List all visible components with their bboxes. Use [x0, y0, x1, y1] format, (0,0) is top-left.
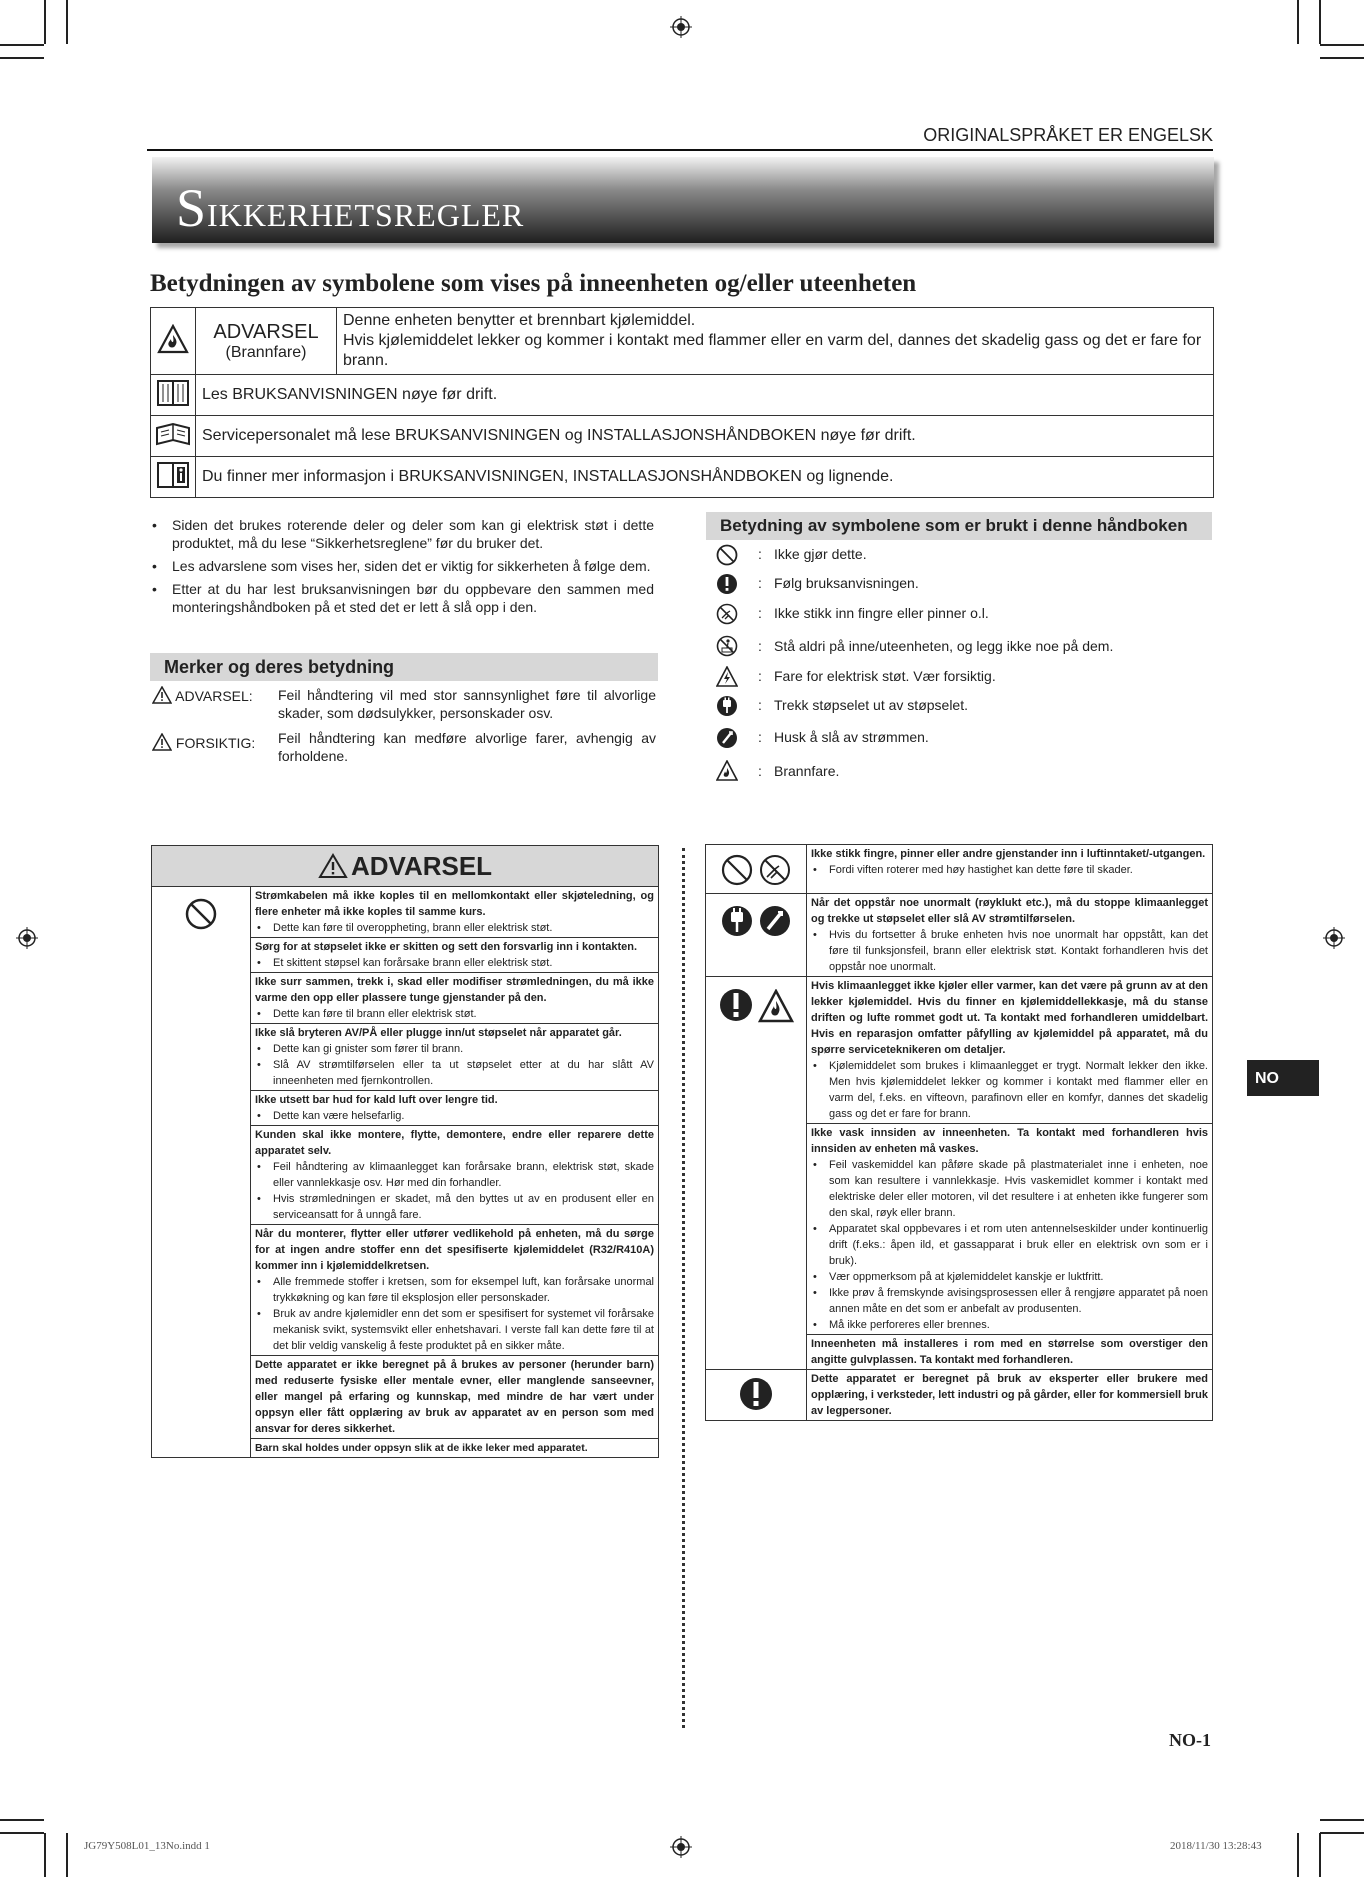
unit-symbols-table — [150, 307, 1214, 498]
legend-heading: Betydning av symbolene som er brukt i denne håndboken — [706, 512, 1212, 540]
warning-cell: Barn skal holdes under oppsyn slik at de ikke leker med apparatet. — [251, 1439, 659, 1458]
crop-mark — [66, 0, 68, 44]
warning-table-right — [705, 844, 1213, 1421]
service-manual-icon — [151, 416, 196, 457]
service-text: Servicepersonalet må lese BRUKSANVISNINGEN og INSTALLASJONSHÅNDBOKEN nøye før drift. — [196, 416, 1214, 457]
header-rule — [147, 149, 1213, 151]
flammable-icon — [716, 760, 738, 782]
no-finger-icon — [758, 853, 792, 887]
icon-cell — [706, 845, 807, 894]
column-divider — [682, 848, 685, 1728]
warning-text: Hvis kjølemiddelet lekker og kommer i kontakt med flammer eller en varm del, dannes det skadelig gass og det er fare for brann. — [343, 332, 1202, 369]
warning-cell: Ikke slå bryteren AV/PÅ eller plugge inn/ut støpselet når apparatet går. • Dette kan gi gnister som fører til brann. • Slå AV strømtilførselen eller ta ut støpselet etter at du har slått AV inneenheten med fjernkontrollen. — [251, 1024, 659, 1091]
caution-triangle-icon — [152, 686, 172, 704]
electric-shock-icon — [716, 666, 738, 688]
warning-cell: Når du monterer, flytter eller utfører vedlikehold på enheten, må du sørge for at ingen andre stoffer enn det spesifiserte kjølemiddelet (R32/R410A) kommer inn i kjølemiddelkretsen. • Alle fremmede stoffer i kretsen, som for eksempel luft, kan forårsake unormal trykkøkning og kan føre til eksplosjon eller personskader. • Bruk av andre kjølemidler enn det som er spesifisert for systemet vil forårsake mekanisk svikt, systemsvikt eller enhetshavari. I verste fall kan dette føre til at det blir veldig vanskelig å feste produktet på en sikker måte. — [251, 1225, 659, 1356]
crop-mark — [1320, 57, 1364, 59]
warning-text: Denne enheten benytter et brennbart kjølemiddel. — [343, 312, 696, 329]
registration-mark-icon — [1323, 927, 1345, 949]
crop-mark — [44, 1833, 46, 1877]
mark-label: FORSIKTIG: — [152, 733, 270, 752]
power-off-icon — [716, 727, 738, 749]
crop-mark — [0, 44, 44, 46]
warning-table-header — [152, 846, 659, 887]
table-row — [706, 845, 1213, 894]
mandatory-icon — [738, 1376, 774, 1412]
manual-icon — [151, 375, 196, 416]
marks-heading: Merker og deres betydning — [150, 653, 658, 681]
warning-cell: Kunden skal ikke montere, flytte, demontere, endre eller reparere dette apparatet selv. • Feil håndtering av klimaanlegget kan forårsake brann, elektrisk støt, skade eller vannlekkasje osv. Hør med din forhandler. • Hvis strømledningen er skadet, må den byttes ut av en produsent eller en serviceansatt for å unngå fare. — [251, 1126, 659, 1225]
list-item: • Siden det brukes roterende deler og deler som kan gi elektrisk støt i dette produktet, må du lese “Sikkerhetsreglene” før du bruker det. — [152, 517, 654, 551]
warning-cell: Dette apparatet er beregnet på bruk av eksperter eller brukere med opplæring, i verksteder, lett industri og på gårder, eller for kommersiell bruk av legpersoner. — [807, 1370, 1213, 1421]
crop-mark — [1320, 1819, 1364, 1821]
footer-file-name: JG79Y508L01_13No.indd 1 — [84, 1840, 210, 1852]
original-language-note: ORIGINALSPRÅKET ER ENGELSK — [923, 125, 1213, 145]
warning-cell: Ikke utsett bar hud for kald luft over lengre tid. • Dette kan være helsefarlig. — [251, 1091, 659, 1126]
prohibition-icon — [720, 853, 754, 887]
warning-cell: Når det oppstår noe unormalt (røyklukt etc.), må du stoppe klimaanlegget og trekke ut støpselet eller slå AV strømtilførselen. • Hvis du fortsetter å bruke enheten hvis noe unormalt har oppstått, kan det føre til funksjonsfeil, brann eller elektrisk støt. Kontakt forhandleren hvis det oppstår noe unormalt. — [807, 894, 1213, 977]
warning-label-cell — [196, 308, 337, 375]
mark-description: Feil håndtering kan medføre alvorlige farer, avhengig av forholdene. — [278, 730, 656, 764]
caution-triangle-icon — [318, 853, 348, 879]
warning-cell: Dette apparatet er ikke beregnet på å brukes av personer (herunder barn) med reduserte fysiske eller mentale evner, eller manglende sanseevner, eller mangel på erfaring og kunnskap, med mindre de har vært under oppsyn eller fått opplæring av bruk av apparatet av en person som med ansvar for deres sikkerhet. — [251, 1356, 659, 1439]
prohibition-icon — [716, 544, 738, 566]
flammable-icon — [151, 308, 196, 375]
mark-description: Feil håndtering vil med stor sannsynlighet føre til alvorlige skader, som dødsulykker, personskader osv. — [278, 687, 656, 721]
flammable-icon — [758, 989, 794, 1023]
list-item: • Etter at du har lest bruksanvisningen bør du oppbevare den sammen med monteringshåndboken på et sted det er lett å slå opp i den. — [152, 581, 654, 615]
table-row — [151, 416, 1214, 457]
warning-text-cell — [337, 308, 1214, 375]
unplug-icon — [716, 695, 738, 717]
registration-mark-icon — [670, 16, 692, 38]
icon-cell — [706, 894, 807, 977]
table-row — [706, 1370, 1213, 1421]
page-title: SIKKERHETSREGLER — [176, 178, 525, 238]
crop-mark — [1320, 1832, 1364, 1834]
prohibition-icon — [152, 887, 251, 1458]
crop-mark — [44, 0, 46, 44]
table-row — [152, 887, 659, 938]
warning-sublabel: (Brannfare) — [225, 343, 307, 361]
crop-mark — [0, 1832, 44, 1834]
table-row — [151, 457, 1214, 498]
crop-mark — [1320, 44, 1364, 46]
crop-mark — [1319, 0, 1321, 44]
no-finger-icon — [716, 603, 738, 625]
no-step-icon — [716, 635, 738, 657]
crop-mark — [1297, 0, 1299, 44]
warning-cell: Sørg for at støpselet ikke er skitten og sett den forsvarlig inn i kontakten. • Et skittent støpsel kan forårsake brann eller elektrisk støt. — [251, 938, 659, 973]
language-tab: NO — [1247, 1060, 1319, 1096]
warning-cell: Inneenheten må installeres i rom med en størrelse som overstiger den angitte gulvplassen. Ta kontakt med forhandleren. — [807, 1335, 1213, 1370]
warning-title-cell — [152, 846, 659, 887]
table-row — [151, 308, 1214, 375]
warning-label: ADVARSEL — [213, 320, 319, 343]
crop-mark — [66, 1833, 68, 1877]
unplug-icon — [720, 904, 754, 938]
caution-triangle-icon — [152, 733, 172, 751]
warning-cell: Hvis klimaanlegget ikke kjøler eller varmer, kan det være på grunn av at den lekker kjølemiddel. Hvis du finner en kjølemiddellekkasje, må du stanse driften og lufte rommet godt ut. Ta kontakt med forhandleren umiddelbart. Hvis en reparasjon omfatter påfylling av kjølemiddel på apparatet, må du spørre serviceteknikeren om detaljer. • Kjølemiddelet som brukes i klimaanlegget er trygt. Normalt lekker den ikke. Men hvis kjølemiddelet lekker og kommer i kontakt med flammer eller en varm del, f.eks. en vifteovn, parafinovn eller en komfyr, dannes det skadelig gass og det er fare for brann. — [807, 977, 1213, 1124]
icon-cell — [706, 1370, 807, 1421]
warning-table-left — [151, 845, 659, 1458]
manual-text: Les BRUKSANVISNINGEN nøye før drift. — [196, 375, 1214, 416]
page-number: NO-1 — [1169, 1730, 1211, 1750]
warning-cell: Ikke stikk fingre, pinner eller andre gjenstander inn i luftinntaket/-utgangen. • Fordi viften roterer med høy hastighet kan dette føre til skader. — [807, 845, 1213, 894]
forsiktig-mark-row — [152, 729, 656, 769]
power-off-icon — [758, 904, 792, 938]
mark-label: ADVARSEL: — [152, 686, 270, 705]
list-item: • Les advarslene som vises her, siden det er viktig for sikkerheten å følge dem. — [152, 558, 651, 574]
registration-mark-icon — [16, 927, 38, 949]
info-text: Du finner mer informasjon i BRUKSANVISNINGEN, INSTALLASJONSHÅNDBOKEN og lignende. — [196, 457, 1214, 498]
mandatory-icon — [716, 573, 738, 595]
mandatory-icon — [718, 987, 754, 1023]
advarsel-mark-row — [152, 686, 656, 726]
warning-cell: Ikke surr sammen, trekk i, skad eller modifiser strømledningen, du må ikke varme den opp eller plassere tunge gjenstander på den. • Dette kan føre til brann eller elektrisk støt. — [251, 973, 659, 1024]
symbols-heading: Betydningen av symbolene som vises på inneenheten og/eller uteenheten — [150, 270, 917, 297]
crop-mark — [1319, 1833, 1321, 1877]
warning-title: ADVARSEL — [350, 850, 493, 881]
crop-mark — [0, 57, 44, 59]
crop-mark — [0, 1819, 44, 1821]
warning-cell: Ikke vask innsiden av inneenheten. Ta kontakt med forhandleren hvis innsiden av enheten må vaskes. • Feil vaskemiddel kan påføre skade på plastmaterialet inne i enheten, noe som kan resultere i vannlekkasje. Hvis vaskemidlet kommer i kontakt med elektriske deler eller motoren, vil det resultere i at enheten ikke fungerer som den skal, røyk eller brann. • Apparatet skal oppbevares i et rom uten antennelseskilder under kontinuerlig drift (f.eks.: åpen ild, et gassapparat i bruk eller en elektrisk ovn som er i bruk). • Vær oppmerksom på at kjølemiddelet kanskje er luktfritt. • Ikke prøv å fremskynde avisingsprosessen eller å rengjøre apparatet på noen annen måte en det som er anbefalt av produsenten. • Må ikke perforeres eller brennes. — [807, 1124, 1213, 1335]
table-row — [706, 894, 1213, 977]
table-row — [151, 375, 1214, 416]
intro-bullet-list — [152, 516, 654, 616]
crop-mark — [1297, 1833, 1299, 1877]
registration-mark-icon — [670, 1836, 692, 1858]
table-row — [706, 977, 1213, 1124]
info-manual-icon — [151, 457, 196, 498]
icon-cell — [706, 977, 807, 1370]
footer-date: 2018/11/30 13:28:43 — [1170, 1840, 1262, 1852]
title-banner — [152, 157, 1214, 243]
warning-cell: Strømkabelen må ikke koples til en mellomkontakt eller skjøteledning, og flere enheter må ikke koples til samme kurs. • Dette kan føre til overoppheting, brann eller elektrisk støt. — [251, 887, 659, 938]
